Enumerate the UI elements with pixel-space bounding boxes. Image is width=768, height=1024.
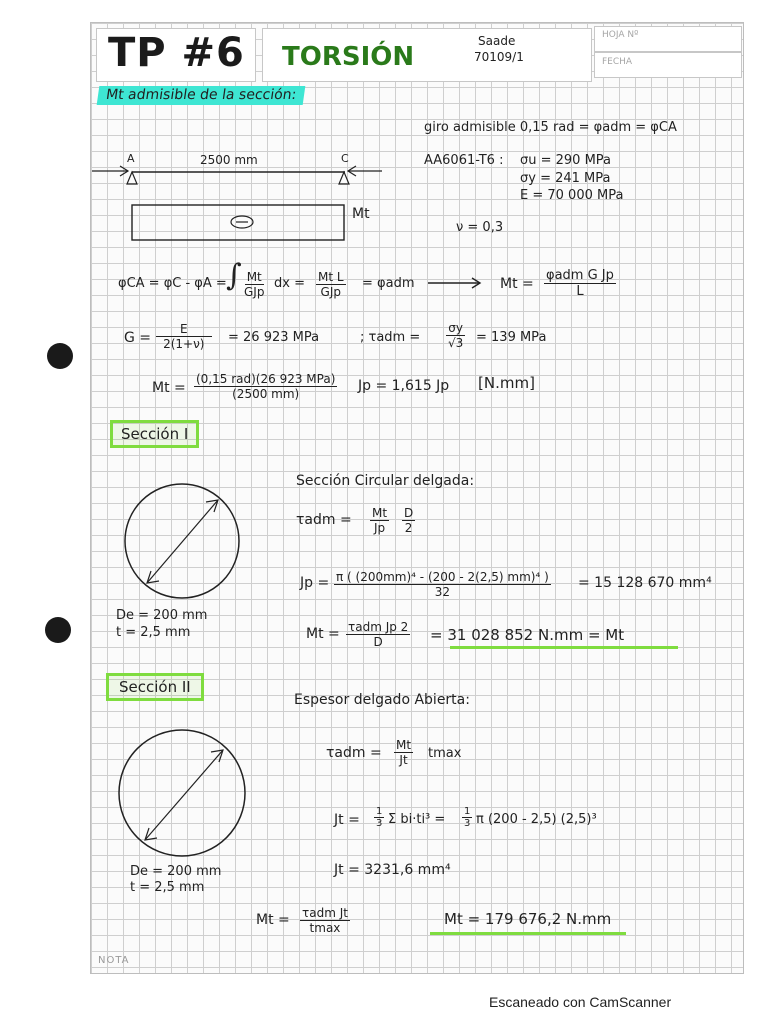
section-2-thickness: t = 2,5 mm xyxy=(130,880,205,895)
section-2-jt-lhs: Jt = xyxy=(334,812,360,828)
section-2-mt-num: τadm Jt xyxy=(302,906,348,920)
mt2-num: (0,15 rad)(26 923 MPa) xyxy=(196,372,336,386)
tau-value: = 139 MPa xyxy=(476,330,547,345)
section-2-mt-den: tmax xyxy=(309,921,341,935)
author-id: 70109/1 xyxy=(474,50,524,64)
section-1-thickness: t = 2,5 mm xyxy=(116,625,191,640)
given-modulus: E = 70 000 MPa xyxy=(520,188,624,203)
section-2-mt-value: Mt = 179 676,2 N.mm xyxy=(444,910,612,928)
given-poisson: ν = 0,3 xyxy=(456,220,504,235)
section-2-result-underline xyxy=(430,932,626,935)
topic-title: TORSIÓN xyxy=(282,42,415,72)
nota-label: NOTA xyxy=(98,955,130,966)
mt-num: φadm G Jp xyxy=(546,268,614,283)
section-1-diameter: De = 200 mm xyxy=(116,608,208,623)
section-1-tau-num2: D xyxy=(404,506,414,520)
section-2-tau-tail: tmax xyxy=(428,746,462,761)
section-1-tau-lhs: τadm = xyxy=(296,512,352,528)
section-2-tau-den: Jt xyxy=(399,753,408,767)
mt-den: L xyxy=(576,284,584,299)
section-1-tau-den1: Jp xyxy=(373,521,386,535)
section-1-label: Sección I xyxy=(110,420,199,448)
given-twist: giro admisible 0,15 rad = φadm = φCA xyxy=(424,120,677,135)
phi-eq: = φadm xyxy=(362,276,415,291)
section-1-jp-lhs: Jp = xyxy=(300,575,330,591)
phi-lhs: φCA = φC - φA = xyxy=(118,276,227,291)
section-1-mt-value: = 31 028 852 N.mm = Mt xyxy=(430,626,625,644)
tau-den: √3 xyxy=(448,336,464,350)
section-2-diameter-arrow xyxy=(145,750,223,840)
section-2-jt-rhs: π (200 - 2,5) (2,5)³ xyxy=(476,812,597,827)
phi-mid-num: Mt L xyxy=(318,270,344,284)
support-a-label: A xyxy=(127,152,135,165)
author-name: Saade xyxy=(478,34,516,48)
page-title: TP #6 xyxy=(108,30,245,76)
G-value: = 26 923 MPa xyxy=(228,330,320,345)
G-lhs: G = xyxy=(124,330,152,346)
section-2-diameter: De = 200 mm xyxy=(130,864,222,879)
section-2-jt-frac-b-den: 3 xyxy=(464,818,471,829)
integral-icon: ∫ xyxy=(226,258,242,293)
section-1-tau-den2: 2 xyxy=(404,521,413,535)
section-2-tau-lhs: τadm = xyxy=(326,745,382,761)
section-2-mt-lhs: Mt = xyxy=(256,912,290,928)
date-label: FECHA xyxy=(602,57,633,67)
section-1-mt-den: D xyxy=(373,635,383,649)
mt2-rhs: Jp = 1,615 Jp xyxy=(358,378,450,394)
section-1-jp-value: = 15 128 670 mm⁴ xyxy=(578,575,712,591)
section-2-label: Sección II xyxy=(106,673,204,701)
tau-num: σy xyxy=(448,321,463,335)
phi-integrand-den: GJp xyxy=(244,285,265,299)
mt2-lhs: Mt = xyxy=(152,380,186,396)
given-sigma-u: σu = 290 MPa xyxy=(520,153,612,168)
G-den: 2(1+ν) xyxy=(163,337,205,351)
given-material: AA6061-T6 : xyxy=(424,153,504,168)
mt2-unit: [N.mm] xyxy=(478,374,535,392)
section-2-jt-frac-den: 3 xyxy=(376,818,383,829)
mt-lhs: Mt = xyxy=(500,276,534,292)
section-2-tau-num: Mt xyxy=(396,738,412,752)
section-1-mt-lhs: Mt = xyxy=(306,626,340,642)
section-1-jp-num: π ( (200mm)⁴ - (200 - 2(2,5) mm)⁴ ) xyxy=(336,570,549,584)
given-sigma-y: σy = 241 MPa xyxy=(520,171,611,186)
section-2-subtitle: Espesor delgado Abierta: xyxy=(294,692,470,708)
phi-integrand-num: Mt xyxy=(246,270,262,284)
section-2-jt-frac-num: 1 xyxy=(376,806,383,817)
phi-dx: dx = xyxy=(274,276,305,291)
scanner-watermark: Escaneado con CamScanner xyxy=(489,994,672,1010)
section-2-mt-frac xyxy=(300,906,350,935)
section-heading: Mt admisible de la sección: xyxy=(97,86,306,105)
G-num: E xyxy=(156,322,212,337)
section-1-mt-num: τadm Jp 2 xyxy=(348,620,409,634)
section-2-jt-frac-b-num: 1 xyxy=(464,806,471,817)
phi-mid-den: GJp xyxy=(320,285,342,299)
support-c-label: C xyxy=(341,152,349,165)
section-2-jt-frac-b xyxy=(462,806,472,829)
mt2-den: (2500 mm) xyxy=(232,387,300,401)
moment-label: Mt xyxy=(352,206,370,222)
section-2-tau-frac xyxy=(394,738,413,767)
section-2-jt-frac xyxy=(374,806,384,829)
section-2-jt-value: Jt = 3231,6 mm⁴ xyxy=(334,862,451,878)
tau-lhs: ; τadm = xyxy=(360,330,421,345)
section-2-jt-sum: Σ bi·ti³ = xyxy=(388,812,446,827)
sheet-number-label: HOJA Nº xyxy=(602,30,639,40)
section-1-subtitle: Sección Circular delgada: xyxy=(296,473,475,489)
beam-length: 2500 mm xyxy=(200,153,258,167)
section-1-jp-den: 32 xyxy=(434,585,451,599)
section-1-tau-num1: Mt xyxy=(372,506,388,520)
